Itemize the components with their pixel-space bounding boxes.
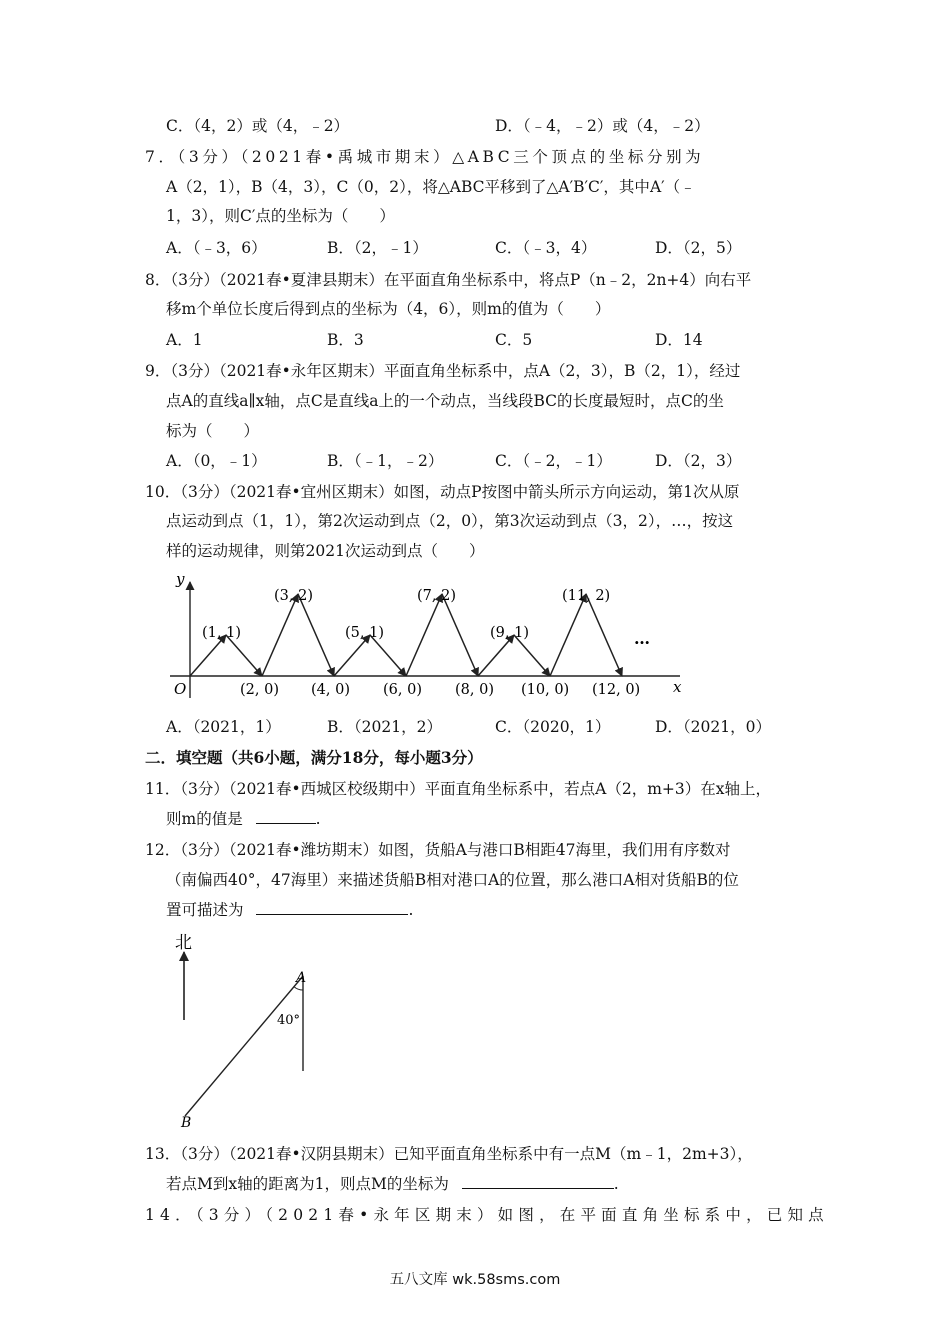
q14-line1: 14．（3分）（2021春•永年区期末）如图，在平面直角坐标系中，已知点 [145, 1206, 829, 1224]
x-axis-label: x [673, 678, 682, 696]
motion-segment-9 [478, 635, 514, 676]
q6-option-d: D．（﹣4，﹣2）或（4，﹣2） [495, 117, 710, 135]
tl-3: (3, 2) [274, 588, 313, 604]
q8-option-c: C．5 [495, 331, 533, 349]
q13-answer-blank[interactable] [462, 1174, 614, 1189]
motion-segment-12 [586, 594, 622, 676]
bl-8: (8, 0) [455, 682, 494, 698]
q10-option-b: B．（2021，2） [327, 718, 442, 736]
q9-option-c: C．（﹣2，﹣1） [495, 452, 612, 470]
origin-label: O [174, 680, 187, 698]
q10-line3: 样的运动规律，则第2021次运动到点（ ） [166, 542, 485, 560]
q11-line1: 11．（3分）（2021春•西城区校级期中）平面直角坐标系中，若点A（2，m+3）在x轴上， [145, 780, 772, 798]
q10-line2: 点运动到点（1，1），第2次运动到点（2，0），第3次运动到点（3，2），…，按这 [166, 512, 734, 530]
motion-segment-11 [550, 594, 586, 676]
q9-option-a: A．（0，﹣1） [166, 452, 267, 470]
q9-line1: 9．（3分）（2021春•永年区期末）平面直角坐标系中，点A（2，3），B（2，1），经过 [145, 362, 741, 380]
q11-end: . [315, 810, 321, 828]
q13-prompt: 若点M到x轴的距离为1，则点M的坐标为 [166, 1175, 449, 1193]
q13-line1: 13．（3分）（2021春•汉阴县期末）已知平面直角坐标系中有一点M（m﹣1，2m+3）， [145, 1145, 753, 1163]
section2-title: 二．填空题（共6小题，满分18分，每小题3分） [145, 748, 483, 767]
q13-end: . [613, 1175, 619, 1193]
motion-segment-2 [226, 635, 262, 676]
q8-option-d: D．14 [655, 331, 703, 349]
q8-option-a: A．1 [166, 331, 203, 349]
motion-segment-10 [514, 635, 550, 676]
q12-answer-blank[interactable] [256, 900, 408, 915]
q12-prompt: 置可描述为 [166, 901, 244, 919]
q10-option-d: D．（2021，0） [655, 718, 771, 736]
q10-line1: 10．（3分）（2021春•宜州区期末）如图，动点P按图中箭头所示方向运动，第1次从原 [145, 483, 740, 501]
bl-4: (4, 0) [311, 682, 350, 698]
q11-line2 [166, 809, 321, 829]
motion-segment-1 [190, 635, 226, 676]
q13-line2 [166, 1174, 619, 1194]
tl-7: (7, 2) [417, 588, 456, 604]
q11-prompt: 则m的值是 [166, 810, 243, 828]
point-a-label: A [296, 970, 307, 986]
north-label: 北 [175, 933, 192, 953]
angle-arc [294, 987, 303, 990]
motion-segment-8 [442, 594, 478, 676]
bl-2: (2, 0) [240, 682, 279, 698]
q10-option-c: C．（2020，1） [495, 718, 611, 736]
tl-9: (9, 1) [490, 625, 529, 641]
q7-line3: 1，3），则C′点的坐标为（ ） [166, 207, 395, 225]
angle-label: 40° [277, 1013, 301, 1028]
q10-motion-figure [160, 568, 700, 704]
q7-line1: 7．（3分）（2021春•禹城市期末）△ABC三个顶点的坐标分别为 [145, 148, 705, 166]
q12-bearing-figure [165, 928, 325, 1133]
motion-segment-4 [298, 594, 334, 676]
q12-line2: （南偏西40°，47海里）来描述货船B相对港口A的位置，那么港口A相对货船B的位 [166, 871, 739, 889]
motion-segment-7 [406, 594, 442, 676]
q7-option-d: D．（2，5） [655, 239, 742, 257]
bl-10: (10, 0) [521, 682, 570, 698]
bl-12: (12, 0) [592, 682, 641, 698]
q7-option-b: B．（2，﹣1） [327, 239, 428, 257]
motion-path [190, 594, 622, 676]
q10-option-a: A．（2021，1） [166, 718, 281, 736]
ellipsis: … [634, 629, 650, 648]
q8-line1: 8．（3分）（2021春•夏津县期末）在平面直角坐标系中，将点P（n﹣2，2n+4）向右平 [145, 271, 752, 289]
ab-line [185, 976, 303, 1116]
bl-6: (6, 0) [383, 682, 422, 698]
q9-line3: 标为（ ） [166, 422, 260, 440]
point-b-label: B [181, 1115, 192, 1131]
tl-5: (5, 1) [345, 625, 384, 641]
q7-line2: A（2，1），B（4，3），C（0，2），将△ABC平移到了△A′B′C′，其中A′（﹣ [166, 178, 696, 196]
q6-option-c: C．（4，2）或（4，﹣2） [166, 117, 350, 135]
q8-line2: 移m个单位长度后得到点的坐标为（4，6），则m的值为（ ） [166, 300, 611, 318]
q9-line2: 点A的直线a∥x轴，点C是直线a上的一个动点，当线段BC的长度最短时，点C的坐 [166, 392, 724, 410]
q8-option-b: B．3 [327, 331, 364, 349]
q9-option-b: B．（﹣1，﹣2） [327, 452, 444, 470]
q7-option-a: A．（﹣3，6） [166, 239, 267, 257]
y-axis-label: y [176, 570, 185, 588]
q7-option-c: C．（﹣3，4） [495, 239, 597, 257]
motion-segment-3 [262, 594, 298, 676]
motion-segment-5 [334, 635, 370, 676]
q12-line1: 12．（3分）（2021春•潍坊期末）如图，货船A与港口B相距47海里，我们用有序数对 [145, 841, 731, 859]
q9-option-d: D．（2，3） [655, 452, 742, 470]
motion-segment-6 [370, 635, 406, 676]
tl-11: (11, 2) [562, 588, 611, 604]
tl-1: (1, 1) [202, 625, 241, 641]
q12-line3 [166, 900, 413, 920]
page-footer: 五八文库 wk.58sms.com [389, 1272, 561, 1288]
q12-end: . [408, 901, 414, 919]
q11-answer-blank[interactable] [256, 809, 316, 824]
